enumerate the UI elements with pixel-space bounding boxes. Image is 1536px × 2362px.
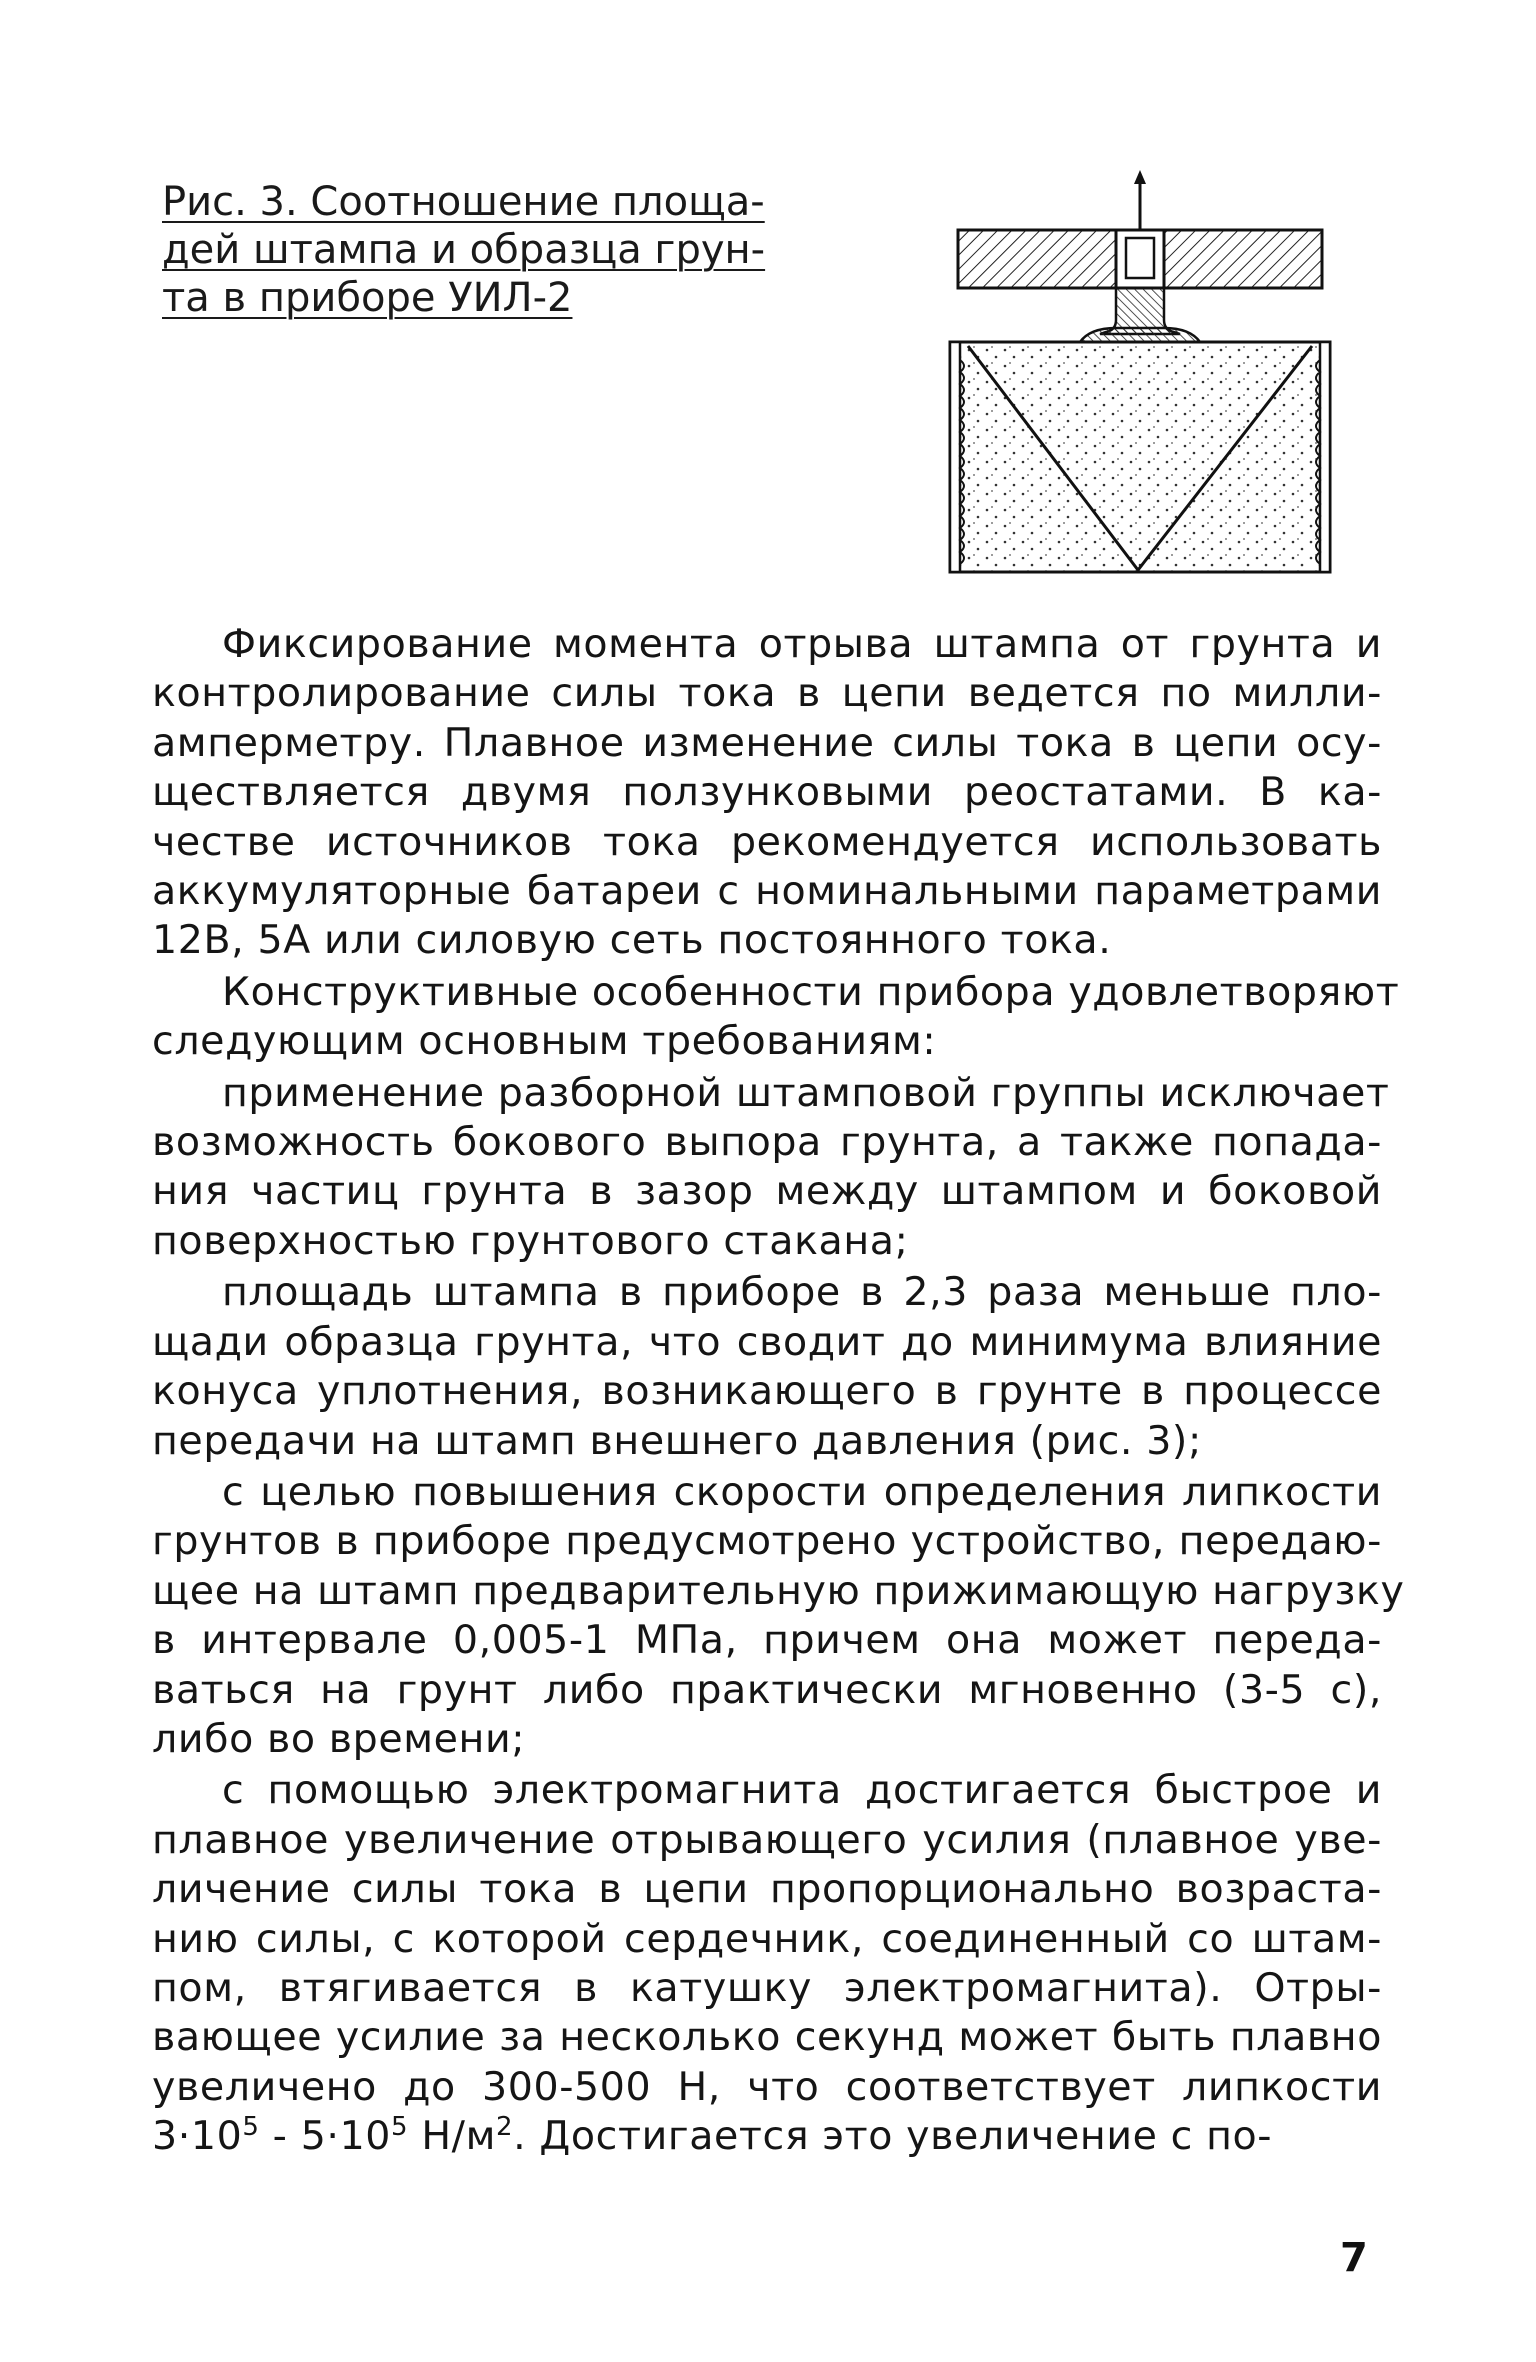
list-item — [152, 1468, 1405, 1764]
caption-line: Рис. 3. Соотношение площа- — [162, 179, 765, 225]
formula-unit: Н/м — [421, 2113, 496, 2160]
figure-caption — [162, 178, 802, 322]
text-line: пом, втягивается в катушку электромагнита). Отры- — [152, 1964, 1382, 2011]
text-line: нию силы, с которой сердечник, соединенный со штам- — [152, 1915, 1382, 1962]
stamp-stem — [1080, 288, 1200, 342]
page-number: 7 — [1340, 2235, 1368, 2281]
text-line: ществляется двумя ползунковыми реостатами. В ка- — [152, 769, 1382, 816]
text-line: либо во времени; — [152, 1715, 526, 1762]
text-line: возможность бокового выпора грунта, а также попада- — [152, 1119, 1382, 1166]
text-line: ваться на грунт либо практически мгновенно (3-5 с), — [152, 1666, 1382, 1713]
caption-line: дей штампа и образца грун- — [162, 227, 766, 273]
list-item — [152, 1268, 1382, 1466]
text-line: следующим основным требованиям: — [152, 1018, 937, 1065]
text-line: амперметру. Плавное изменение силы тока в цепи осу- — [152, 719, 1382, 766]
text-line: грунтов в приборе предусмотрено устройство, передаю- — [152, 1518, 1382, 1565]
text-line: увеличено до 300-500 Н, что соответствует липкости — [152, 2063, 1382, 2110]
body-text — [152, 620, 1405, 2164]
text-line: Конструктивные особенности прибора удовлетворяют — [222, 968, 1400, 1015]
text-line: щее на штамп предварительную прижимающую нагрузку — [152, 1567, 1405, 1614]
text-line: в интервале 0,005-1 МПа, причем она может переда- — [152, 1617, 1382, 1664]
text-line: плавное увеличение отрывающего усилия (плавное уве- — [152, 1816, 1382, 1863]
text-line: личение силы тока в цепи пропорционально возраста- — [152, 1866, 1382, 1913]
text-line: с помощью электромагнита достигается быстрое и — [222, 1767, 1382, 1814]
text-line: передачи на штамп внешнего давления (рис. 3); — [152, 1417, 1202, 1464]
text-line: применение разборной штамповой группы исключает — [222, 1069, 1390, 1116]
soil-cup — [950, 342, 1330, 572]
formula-exp-b: 5 — [391, 2112, 409, 2143]
text-line: конуса уплотнения, возникающего в грунте в процессе — [152, 1368, 1382, 1415]
text-line: площадь штампа в приборе в 2,3 раза меньше пло- — [222, 1269, 1382, 1316]
formula-dash: - — [272, 2113, 288, 2160]
formula-unit-exp: 2 — [495, 2112, 514, 2143]
text-line: поверхностью грунтового стакана; — [152, 1217, 909, 1264]
text-line: аккумуляторные батареи с номинальными параметрами — [152, 868, 1382, 915]
stamp-top-plate — [958, 230, 1322, 288]
text-line: Фиксирование момента отрыва штампа от грунта и — [222, 621, 1382, 667]
paragraph — [152, 620, 1382, 966]
formula-tail: . Достигается это увеличение с по- — [513, 2113, 1273, 2160]
text-line: контролирование силы тока в цепи ведется по милли- — [152, 670, 1382, 717]
list-item — [152, 1766, 1382, 2161]
formula-coef-b: 5·10 — [300, 2113, 392, 2160]
text-line: вающее усилие за несколько секунд может быть плавно — [152, 2014, 1382, 2061]
list-item — [152, 1069, 1390, 1267]
pull-arrow-icon — [1134, 170, 1146, 230]
caption-line: та в приборе УИЛ-2 — [162, 275, 573, 321]
stamp-and-soil-sample-figure — [930, 170, 1350, 580]
text-line: 12В, 5А или силовую сеть постоянного тока. — [152, 917, 1112, 964]
formula-coef-a: 3·10 — [152, 2113, 243, 2160]
formula-exp-a: 5 — [242, 2112, 260, 2143]
text-line: ния частиц грунта в зазор между штампом и боковой — [152, 1168, 1382, 1215]
text-line: честве источников тока рекомендуется использовать — [152, 818, 1382, 865]
paragraph — [152, 968, 1400, 1067]
text-line: с целью повышения скорости определения липкости — [222, 1468, 1382, 1515]
text-line: щади образца грунта, что сводит до минимума влияние — [152, 1318, 1382, 1365]
formula-line — [152, 2112, 1382, 2161]
